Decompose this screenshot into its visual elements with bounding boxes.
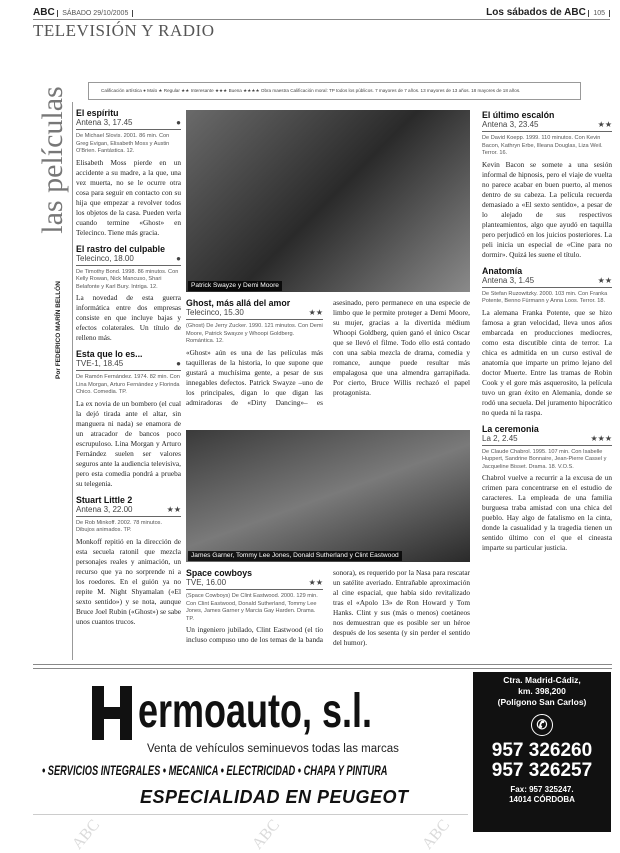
film-listing bbox=[76, 108, 181, 238]
channel-time: Antena 3, 17.45 bbox=[76, 118, 133, 127]
page-header bbox=[33, 6, 610, 20]
ad-services: • SERVICIOS INTEGRALES • MECANICA • ELECTRICIDAD • CHAPA Y PINTURA bbox=[42, 762, 388, 778]
article-title: Ghost, más allá del amor bbox=[186, 298, 291, 308]
abc-watermark: ABC bbox=[418, 816, 454, 853]
article-title: El espíritu bbox=[76, 108, 119, 118]
channel-time: Antena 3, 1.45 bbox=[482, 275, 535, 285]
film-credits: De Stefan Ruzowitzky. 2000. 103 min. Con Franka Potente, Benno Fürmann y Anna Loos. Terror. 18. bbox=[482, 290, 608, 304]
channel-time: Telecinco, 18.00 bbox=[76, 253, 134, 263]
channel-time: La 2, 2.45 bbox=[482, 433, 518, 443]
article-body: Un ingeniero jubilado, Clint Eastwood (el tío incluso compuso uno de los temas de la banda sonora), es requerido por la Nasa para rescatar un satélite averiado. Entrañable aproximación al cine espacial, que había sido revitalizado tras el «Apolo 13» de Ron Howard y Tom Hanks. Clint y sus (más o menos) coetáneos nos demuestran que es posible ser un héroe después de los sesenta (y sin perder el sentido del humor). bbox=[186, 568, 470, 647]
channel-time: Antena 3, 22.00 bbox=[76, 504, 133, 514]
article-body: Elisabeth Moss pierde en un accidente a su madre, a la que, una vez muerta, no se le ocurre otra cosa para seguir en contacto con su hija que empezar a revolver todos los objetos de la casa. Pueden verla cuando termine «Ghost» en Telecinco. Tiene más gracia. bbox=[76, 157, 181, 237]
channel-time: TVE, 16.00 bbox=[186, 578, 227, 587]
rating-icon: ★★ bbox=[166, 504, 181, 514]
ad-fax: Fax: 957 325247. bbox=[510, 785, 574, 794]
photo-space-cowboys bbox=[186, 430, 470, 562]
divider bbox=[33, 668, 612, 669]
article-body: «Ghost» aún es una de las películas más taquilleras de la historia, lo que supone que gustará a muchísima gente, a pesar de sus innegables defectos. Patrick Swayze –uno de los principales, digan lo que digan las admiradoras de «Dirty Dancing»– es asesinado, pero permanece en una especie de limbo que le permite proteger a Demi Moore, su mujer, gracias a la divertida médium Whoopi Goldberg, quien ganó el único Oscar que se llevó el filme. Todo ello está contado con una sabia mezcla de drama, comedia y romance, aunque puede resultar más empalagosa que una almendra garrapiñada. Por cierto, Bruce Willis rechazó el papel protagonista. bbox=[186, 298, 470, 407]
article-title: Space cowboys bbox=[186, 568, 253, 578]
vertical-title-text: las películas bbox=[36, 86, 69, 234]
film-listing bbox=[76, 495, 181, 627]
photo-caption: Patrick Swayze y Demi Moore bbox=[188, 281, 282, 291]
film-credits: De Michael Slovis. 2001. 86 min. Con Greg Evigan, Elisabeth Moss y Austin O'Brien. Fantástica. 12. bbox=[76, 133, 170, 154]
film-credits: De Rob Minkoff. 2002. 78 minutos. Dibujos animados. TP. bbox=[76, 519, 163, 533]
hermoauto-logo-h bbox=[92, 686, 132, 740]
phone-icon: ✆ bbox=[531, 714, 553, 736]
ad-contact-box bbox=[473, 672, 611, 832]
article-body: Monkoff repitió en la dirección de esta secuela ratonil que mezcla personajes reales y animación, un recurso que ya no sorprende ni a los roedores. En el guión ya no repite M. Night Shyamalan («El sexto sentido») y se nota, aunque Bruce Joel Rubin («Ghost») se sabe unos cuantos trucos. bbox=[76, 536, 181, 626]
divider bbox=[33, 814, 468, 815]
ghost-article bbox=[186, 298, 470, 408]
film-credits: De Timothy Bond. 1998. 86 minutos. Con Kelly Rowan, Nick Mancuso, Shari Belafonte y Karl Bury. Intriga. 12. bbox=[76, 268, 179, 290]
abc-watermark: ABC bbox=[248, 816, 284, 853]
channel-time: Antena 3, 23.45 bbox=[482, 120, 539, 129]
photo-caption: James Garner, Tommy Lee Jones, Donald Sutherland y Clint Eastwood bbox=[188, 551, 402, 561]
ad-phone: 957 326260 bbox=[491, 740, 593, 761]
film-credits: De Ramón Fernández. 1974. 82 min. Con Lina Morgan, Arturo Fernández y Florinda Chico. Comedia. TP. bbox=[76, 374, 180, 395]
ad-address: Ctra. Madrid-Cádiz, bbox=[503, 675, 581, 685]
rating-legend: Calificación artística ● Malo ★ Regular ★★ Interesante ★★★ Buena ★★★★ Obra maestra Calificación moral: TP todos los públicos. 7 mayores de 7 años. 13 mayores de 13 años. 18 mayores de 18 años. bbox=[88, 82, 581, 100]
rating-icon: ● bbox=[176, 359, 181, 368]
ad-city: 14014 CÓRDOBA bbox=[509, 795, 575, 804]
space-article bbox=[186, 568, 470, 648]
photo-ghost bbox=[186, 110, 470, 292]
ad-address: (Polígono San Carlos) bbox=[497, 697, 587, 707]
article-title: Stuart Little 2 bbox=[76, 494, 133, 505]
divider bbox=[72, 102, 73, 660]
left-column bbox=[76, 108, 181, 633]
film-listing bbox=[76, 244, 181, 344]
rating-icon: ★★ bbox=[597, 120, 612, 129]
article-title: La ceremonia bbox=[482, 423, 539, 434]
article-title: El último escalón bbox=[482, 110, 555, 120]
film-listing bbox=[76, 349, 181, 489]
right-column bbox=[482, 110, 612, 559]
article-body: Chabrol vuelve a recurrir a la excusa de un crimen para concentrarse en el estudio de caracteres. La empleada de una familia burguesa traba amistad con una chica del pueblo. Hay algo de fatalismo en la cinta, donde la casualidad y la tragedia tienen un sentido último con el que el cineasta imparte su particular justicia. bbox=[482, 473, 612, 552]
brand: ABC bbox=[33, 7, 55, 18]
article-title: Esta que lo es... bbox=[76, 349, 143, 359]
ad-logo: ermoauto, s.l. bbox=[138, 685, 373, 738]
rating-icon: ★★ bbox=[308, 308, 323, 317]
section-title: TELEVISIÓN Y RADIO bbox=[33, 21, 215, 40]
date: SÁBADO 29/10/2005 bbox=[57, 10, 133, 17]
abc-watermark: ABC bbox=[68, 816, 104, 853]
channel-time: Telecinco, 15.30 bbox=[186, 308, 244, 317]
ad-address: km. 398,200 bbox=[518, 686, 566, 696]
film-listing bbox=[482, 424, 612, 554]
ad-tagline: Venta de vehículos seminuevos todas las marcas bbox=[147, 743, 399, 755]
film-credits: De David Koepp. 1999. 110 minutos. Con Kevin Bacon, Kathryn Erbe, Illeana Douglas, Liza Weil. Terror. 16. bbox=[482, 135, 603, 156]
page-number: 105 bbox=[588, 10, 610, 17]
film-listing bbox=[482, 110, 612, 260]
ad-phone: 957 326257 bbox=[491, 760, 593, 781]
film-credits: (Space Cowboys) De Clint Eastwood. 2000. 129 min. Con Clint Eastwood, Donald Sutherland, Tommy Lee Jones, James Garner y Marcia Gay Harden. Drama. TP. bbox=[186, 593, 318, 622]
channel-time: TVE-1, 18.45 bbox=[76, 359, 124, 368]
ad-specialty: ESPECIALIDAD EN PEUGEOT bbox=[140, 787, 409, 807]
rating-icon: ★★ bbox=[308, 578, 323, 587]
rating-icon: ★★★ bbox=[590, 433, 612, 443]
supplement-name: Los sábados de ABC bbox=[486, 7, 586, 18]
film-listing bbox=[482, 266, 612, 418]
article-body: La novedad de esta guerra informática entre dos empresas consiste en que incluye bajas y efectos colaterales. Un título de relleno más. bbox=[76, 293, 181, 342]
rating-icon: ● bbox=[176, 253, 181, 263]
film-credits: De Claude Chabrol. 1995. 107 min. Con Isabelle Huppert, Sandrine Bonnaire, Jean-Pierre Cassel y Jacqueline Bisset. Drama. 18. V.O.S. bbox=[482, 448, 607, 470]
divider bbox=[33, 664, 612, 665]
article-body: La alemana Franka Potente, que se hizo famosa a gran velocidad, lleva unos años embarcada en producciones mediocres, como esta discutible cinta de terror. La chica es admitida en un curso estival de anatomía que imparte un primo lejano del doctor Muerte. Entre las tramas de Robin Cook y el gore más asquerosito, la película tuvo un gran éxito en Alemania, donde se rodó una secuela. Del juramento hipocrático no queda ni la raspa. bbox=[482, 307, 612, 417]
byline-text: Por FEDERICO MARÍN BELLÓN bbox=[55, 281, 62, 379]
article-title: Anatomía bbox=[482, 265, 523, 276]
rating-icon: ● bbox=[176, 118, 181, 127]
rating-icon: ★★ bbox=[597, 275, 612, 285]
article-body: La ex novia de un bombero (el cual la dejó tirada ante el altar, sin manguera ni nada) se enamora de un atracador de bancos poco escrupuloso. Lina Morgan y Arturo Fernández suelen ser valores seguros ante la audiencia televisiva, pero esta comedia pondrá a prueba su telegenia. bbox=[76, 398, 181, 488]
article-body: Kevin Bacon se somete a una sesión informal de hipnosis, pero el viaje de vuelta no parece acabar en buen puerto, al menos dentro de su cabeza. La película recuerda demasiado a «El sexto sentido», a pesar de lo alejado de sus respectivos planteamientos, algo que ayudó en taquilla pero perjudicó en los juicios posteriores. La peli inicia un especial de «Cine para no dormir». Quizá les suene el título. bbox=[482, 159, 612, 259]
film-credits: (Ghost) De Jerry Zucker. 1990. 121 minutos. Con Demi Moore, Patrick Swayze y Whoopi Goldberg. Romántica. 12. bbox=[186, 323, 323, 344]
article-title: El rastro del culpable bbox=[76, 243, 165, 254]
vertical-title bbox=[36, 85, 70, 235]
byline bbox=[53, 260, 65, 400]
